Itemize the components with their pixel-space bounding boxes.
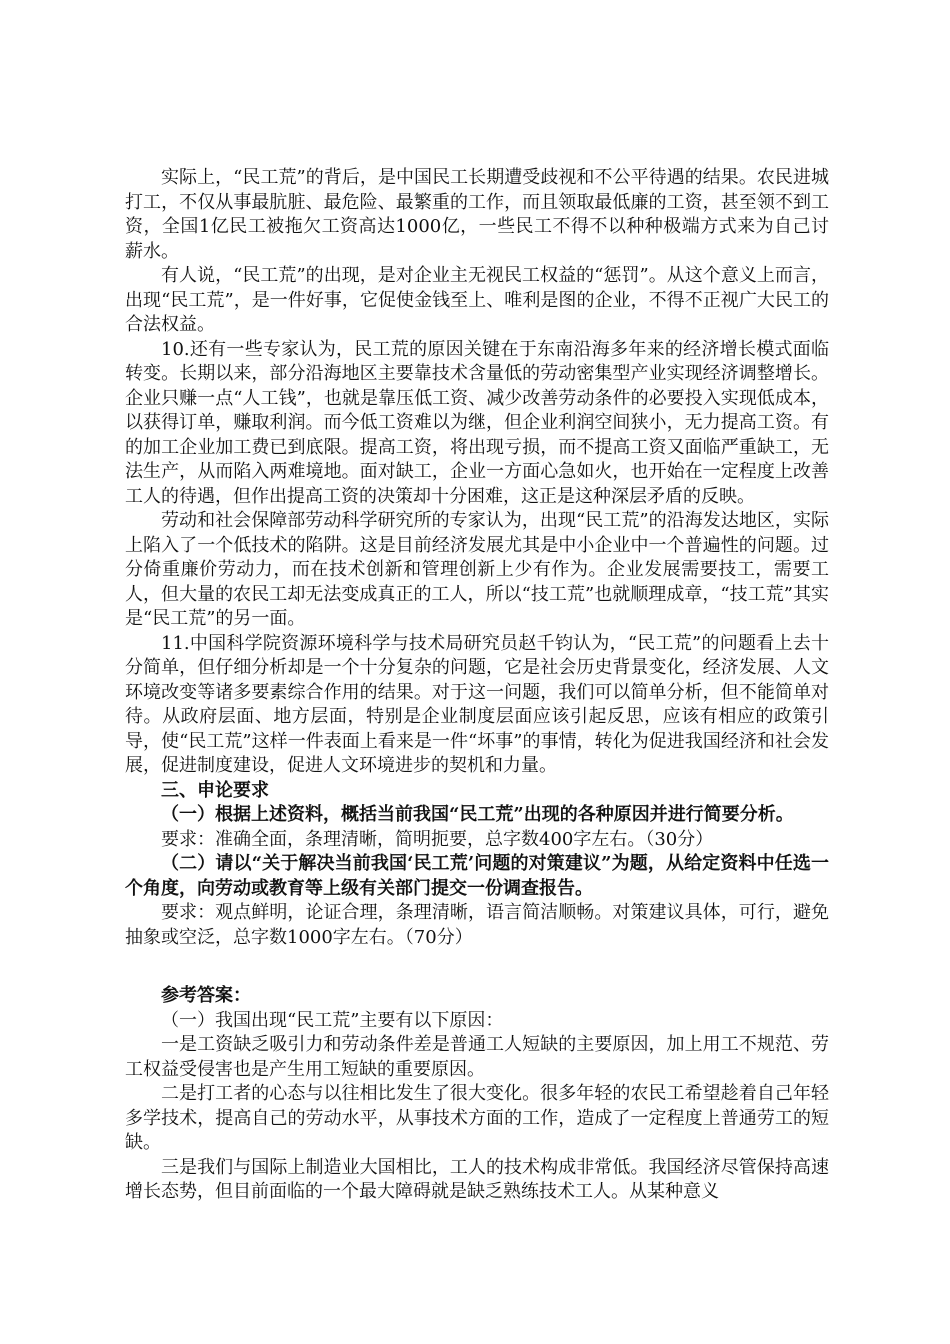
question-1: （一）根据上述资料，概括当前我国“民工荒”出现的各种原因并进行简要分析。 [161, 804, 794, 825]
answer-reason-3: 三是我们与国际上制造业大国相比，工人的技术构成非常低。我国经济尽管保持高速增长态势，但目前面临的一个最大障碍就是缺乏熟练技术工人。从某种意义 [125, 1156, 829, 1202]
paragraph-punishment: 有人说，“民工荒”的出现，是对企业主无视民工权益的“惩罚”。从这个意义上而言，出现“民工荒”，是一件好事，它促使金钱至上、唯利是图的企业，不得不正视广大民工的合法权益。 [125, 265, 829, 335]
question-2: （二）请以“关于解决当前我国‘民工荒’问题的对策建议”为题，从给定资料中任选一个角度，向劳动或教育等上级有关部门提交一份调查报告。 [125, 853, 829, 899]
answer-reason-1: 一是工资缺乏吸引力和劳动条件差是普通工人短缺的主要原因，加上用工不规范、劳工权益受侵害也是产生用工短缺的重要原因。 [125, 1034, 829, 1080]
document-page [125, 166, 829, 1205]
answer-reason-2: 二是打工者的心态与以往相比发生了很大变化。很多年轻的农民工希望趁着自己年轻多学技术，提高自己的劳动水平，从事技术方面的工作，造成了一定程度上普通劳工的短缺。 [125, 1083, 829, 1153]
paragraph-discrimination: 实际上，“民工荒”的背后，是中国民工长期遭受歧视和不公平待遇的结果。农民进城打工，不仅从事最肮脏、最危险、最繁重的工作，而且领取最低廉的工资，甚至领不到工资，全国1亿民工被拖欠工资高达1000亿，一些民工不得不以种种极端方式来为自己讨薪水。 [125, 167, 829, 262]
requirement-1: 要求：准确全面，条理清晰，简明扼要，总字数400字左右。（30分） [161, 828, 714, 850]
answer-title: 参考答案： [161, 985, 251, 1006]
paragraph-low-tech-trap: 劳动和社会保障部劳动科学研究所的专家认为，出现“民工荒”的沿海发达地区，实际上陷入了一个低技术的陷阱。这是目前经济发展尤其是中小企业中一个普遍性的问题。过分倚重廉价劳动力，而在技术创新和管理创新上少有作为。企业发展需要技工，需要工人，但大量的农民工却无法变成真正的工人，所以“技工荒”也就顺理成章，“技工荒”其实是“民工荒”的另一面。 [125, 510, 829, 629]
answer-intro: （一）我国出现“民工荒”主要有以下原因： [161, 1009, 504, 1031]
paragraph-item-10: 10.还有一些专家认为，民工荒的原因关键在于东南沿海多年来的经济增长模式面临转变。长期以来，部分沿海地区主要靠技术含量低的劳动密集型产业实现经济调整增长。企业只赚一点“人工钱”，也就是靠压低工资、减少改善劳动条件的必要投入实现低成本，以获得订单，赚取利润。而今低工资难以为继，但企业利润空间狭小，无力提高工资。有的加工企业加工费已到底限。提高工资，将出现亏损，而不提高工资又面临严重缺工，无法生产，从而陷入两难境地。面对缺工，企业一方面心急如火，也开始在一定程度上改善工人的待遇，但作出提高工资的决策却十分困难，这正是这种深层矛盾的反映。 [125, 338, 829, 507]
requirement-2: 要求：观点鲜明，论证合理，条理清晰，语言简洁顺畅。对策建议具体，可行，避免抽象或空泛，总字数1000字左右。（70分） [125, 902, 829, 948]
blank-line [125, 950, 829, 984]
paragraph-item-11: 11.中国科学院资源环境科学与技术局研究员赵千钧认为，“民工荒”的问题看上去十分简单，但仔细分析却是一个十分复杂的问题，它是社会历史背景变化，经济发展、人文环境改变等诸多要素综合作用的结果。对于这一问题，我们可以简单分析，但不能简单对待。从政府层面、地方层面，特别是企业制度层面应该引起反思，应该有相应的政策引导，使“民工荒”这样一件表面上看来是一件“坏事”的事情，转化为促进我国经济和社会发展，促进制度建设，促进人文环境进步的契机和力量。 [125, 632, 829, 776]
section-title: 三、申论要求 [161, 779, 269, 801]
